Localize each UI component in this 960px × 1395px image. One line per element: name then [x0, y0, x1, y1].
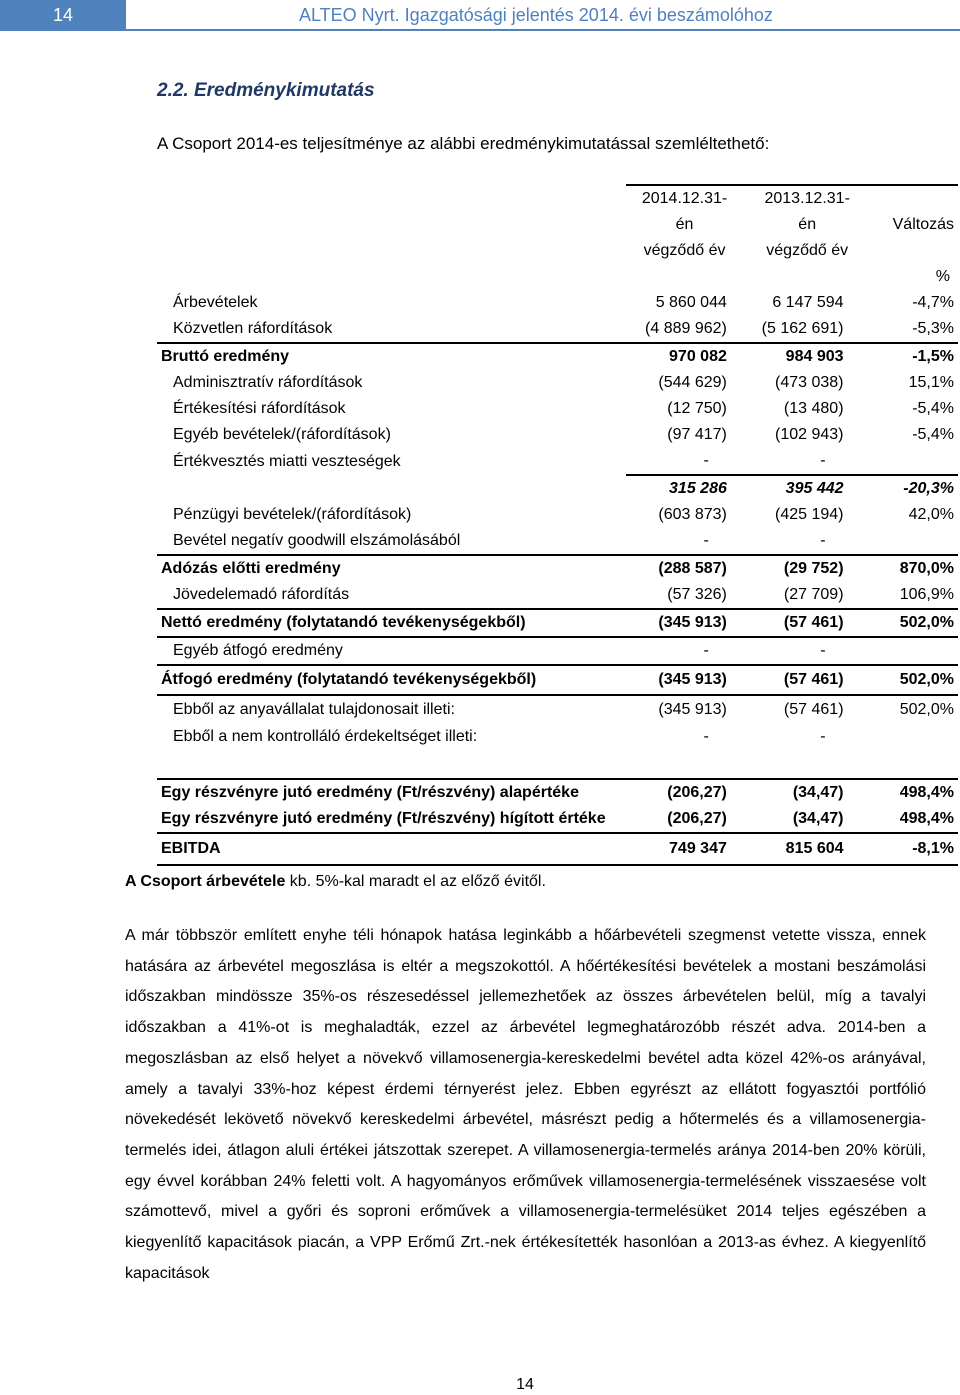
- header-2013-line2: én: [798, 216, 817, 233]
- summary-rest: kb. 5%-kal maradt el az előző évitől.: [285, 873, 546, 890]
- table-row: Egyéb átfogó eredmény - -: [173, 642, 826, 659]
- header-2014-line3: végződő év: [643, 242, 726, 259]
- table-row: Adózás előtti eredmény (288 587) (29 752) 870,0%: [157, 555, 958, 582]
- table-row: Jövedelemadó ráfordítás (57 326) (27 709) 106,9%: [173, 586, 954, 603]
- table-row: Ebből a nem kontrolláló érdekeltséget illeti: - -: [173, 728, 826, 745]
- header-page-number: 14: [0, 0, 126, 30]
- table-row: Egy részvényre jutó eredmény (Ft/részvény) alapértéke (206,27) (34,47) 498,4%: [157, 779, 958, 806]
- table-row: Értékvesztés miatti veszteségek - -: [173, 452, 826, 470]
- table-row: Adminisztratív ráfordítások (544 629) (473 038) 15,1%: [173, 374, 954, 391]
- income-statement-table: [157, 184, 958, 866]
- header-2014-line2: én: [675, 216, 694, 233]
- summary-bold: A Csoport árbevétele: [125, 873, 286, 890]
- document-title: ALTEO Nyrt. Igazgatósági jelentés 2014. évi beszámolóhoz: [299, 5, 773, 25]
- header-divider: [0, 29, 960, 31]
- table-header-row: [157, 212, 958, 238]
- table-row: Átfogó eredmény (folytatandó tevékenységekből) (345 913) (57 461) 502,0%: [157, 665, 958, 695]
- table-row: Nettó eredmény (folytatandó tevékenységekből) (345 913) (57 461) 502,0%: [157, 609, 958, 637]
- table-row: 315 286 395 442 -20,3%: [157, 475, 958, 502]
- table-row: Ebből az anyavállalat tulajdonosait illeti: (345 913) (57 461) 502,0%: [173, 701, 954, 718]
- table-row: Árbevételek 5 860 044 6 147 594 -4,7%: [173, 294, 954, 311]
- table-header-row: [157, 238, 958, 264]
- table-header-row: [157, 264, 958, 290]
- section-title: 2.2. Eredménykimutatás: [157, 80, 375, 101]
- body-paragraph: A már többször említett enyhe téli hónapok hatása leginkább a hőárbevételi szegmenst vetette vissza, ennek hatására az árbevétel megoszlása is eltér a megszokottól. A hőértékesítési bevételek a mostani beszámolási időszakban mindössze 35%-os részesedéssel jellemezhetőek az összes árbevételen belül, míg a tavalyi időszakban a 41%-ot is meghaladták, ezzel az árbevétel legmeghatározóbb részét adva. 2014-ben a megoszlásban az első helyet a növekvő villamosenergia-kereskedelmi bevétel adta közel 42%-os arányával, amely a tavalyi 33%-hoz képest érdemi térnyerést jelez. Ebben egyrészt az ellátott fogyasztói portfólió növekedését lekövető növekvő kereskedelmi árbevétel, másrészt pedig a hőtermelés és a villamosenergia-termelés idei, átlagon aluli értékei játszottak szerepet. A villamosenergia-termelés aránya 2014-ben 20% körüli, egy évvel korábban 24% feletti volt. A hagyományos erőművek villamosenergia-termelésének visszaesése volt számottevő, mivel a győri és soproni erőművek a villamosenergia-termelésüket 2014 teljes egészében a kiegyenlítő kapacitások piacán, a VPP Erőmű Zrt.-nek értékesítették hasonlóan a 2013-as évhez. A kiegyenlítő kapacitások: [125, 927, 926, 1282]
- header-2013-line3: végződő év: [766, 242, 849, 259]
- table-row: Egy részvényre jutó eredmény (Ft/részvény) hígított értéke (206,27) (34,47) 498,4%: [157, 806, 958, 833]
- table-row: Bruttó eredmény 970 082 984 903 -1,5%: [157, 343, 958, 370]
- table-row: Egyéb bevételek/(ráfordítások) (97 417) (102 943) -5,4%: [173, 426, 954, 443]
- table-row: Bevétel negatív goodwill elszámolásából - -: [173, 532, 826, 549]
- intro-text: A Csoport 2014-es teljesítménye az alábbi eredménykimutatással szemléltethető:: [157, 134, 770, 153]
- header-2014-line1: 2014.12.31-: [626, 185, 743, 212]
- table-spacer: [157, 750, 958, 779]
- header-change-unit: %: [935, 268, 950, 285]
- footer-page-number: 14: [516, 1376, 534, 1393]
- table-row: Pénzügyi bevételek/(ráfordítások) (603 873) (425 194) 42,0%: [173, 506, 954, 523]
- table-row: Értékesítési ráfordítások (12 750) (13 480) -5,4%: [173, 400, 954, 417]
- table-header-row: [157, 185, 958, 212]
- table-row: EBITDA 749 347 815 604 -8,1%: [157, 833, 958, 865]
- header-2013-line1: 2013.12.31-: [743, 185, 872, 212]
- revenue-summary: [125, 873, 546, 891]
- header-change: Változás: [892, 216, 954, 233]
- table-row: Közvetlen ráfordítások (4 889 962) (5 162 691) -5,3%: [173, 320, 954, 337]
